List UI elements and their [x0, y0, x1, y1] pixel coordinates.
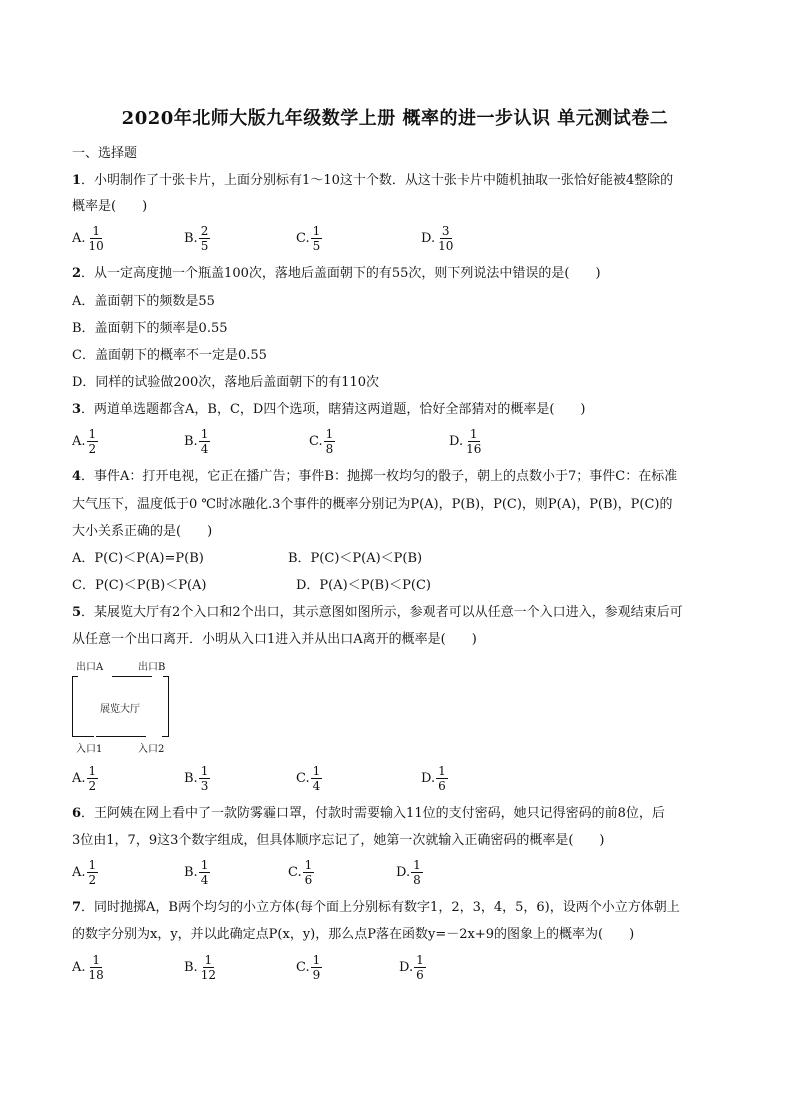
question-number: 3 [72, 402, 82, 417]
fraction: $\frac{1}{9}$ [312, 953, 321, 982]
option-b: B. $\frac{1}{4}$ [184, 427, 209, 456]
question-line: ．王阿姨在网上看中了一款防雾霾口罩，付款时需要输入11位的支付密码，她只记得密码的前8位，后 [81, 806, 665, 821]
option-b: B．P(C)＜P(A)＜P(B) [288, 551, 423, 566]
exhibition-hall-diagram [72, 658, 182, 754]
entrance-1-label: 入口1 [76, 744, 103, 755]
question-number: 1 [72, 173, 82, 188]
question-4-text-cont2: 大小关系正确的是( ) [72, 524, 213, 539]
option-c: C. $\frac{1}{4}$ [296, 764, 321, 793]
option-a: A. $\frac{1}{2}$ [72, 858, 97, 887]
fraction: $\frac{1}{4}$ [200, 858, 209, 887]
option-a: A. $\frac{1}{2}$ [72, 427, 97, 456]
wall [168, 676, 169, 736]
section-heading: 一、选择题 [72, 146, 138, 161]
exit-b-label: 出口B [138, 662, 166, 673]
question-line: ．小明制作了十张卡片，上面分别标有1～10这十个数．从这十张卡片中随机抽取一张恰好能被4整除的 [81, 173, 674, 188]
fraction: $\frac{2}{5}$ [200, 224, 209, 253]
option-c: C．P(C)＜P(B)＜P(A) [72, 578, 207, 593]
question-number: 2 [72, 266, 82, 281]
option-a: A. $\frac{1}{18}$ [72, 953, 104, 982]
fraction: $\frac{1}{3}$ [200, 764, 209, 793]
fraction: $\frac{1}{6}$ [416, 953, 424, 982]
question-3-text [72, 402, 586, 418]
option-d: D．P(A)＜P(B)＜P(C) [296, 578, 431, 593]
question-1-text [72, 173, 673, 189]
entrance-2-label: 入口2 [138, 744, 165, 755]
question-number: 6 [72, 806, 82, 821]
question-4-text [72, 469, 677, 485]
question-2-text [72, 266, 601, 282]
fraction: $\frac{1}{2}$ [88, 427, 97, 456]
wall [112, 676, 152, 677]
fraction: $\frac{1}{18}$ [88, 953, 104, 982]
question-7-text-cont: 的数字分别为x，y，并以此确定点P(x，y)，那么点P落在函数y=－2x+9的图象上的概率为( ) [72, 927, 635, 942]
question-line: ．从一定高度抛一个瓶盖100次，落地后盖面朝下的有55次，则下列说法中错误的是( ) [81, 266, 601, 281]
question-1-text-cont: 概率是( ) [72, 199, 148, 214]
fraction: $\frac{1}{4}$ [200, 427, 209, 456]
fraction: $\frac{1}{4}$ [312, 764, 321, 793]
option-a: A．P(C)＜P(A)=P(B) [72, 551, 204, 566]
fraction: $\frac{1}{8}$ [413, 858, 421, 887]
option-b: B. $\frac{1}{4}$ [184, 858, 209, 887]
option-a: A. $\frac{1}{10}$ [72, 224, 104, 253]
option-c: C. $\frac{1}{5}$ [296, 224, 321, 253]
question-5-text-cont: 从任意一个出口离开．小明从入口1进入并从出口A离开的概率是( ) [72, 632, 477, 647]
page-title: 2020年北师大版九年级数学上册 概率的进一步认识 单元测试卷二 [121, 108, 669, 129]
option-d: D. $\frac{3}{10}$ [421, 224, 454, 253]
option-c: C．盖面朝下的概率不一定是0.55 [72, 348, 267, 363]
fraction: $\frac{1}{2}$ [88, 858, 97, 887]
option-d: D. $\frac{1}{6}$ [421, 764, 446, 793]
question-number: 4 [72, 469, 82, 484]
option-a: A. $\frac{1}{2}$ [72, 764, 97, 793]
option-b: B. $\frac{1}{3}$ [184, 764, 209, 793]
option-a: A．盖面朝下的频数是55 [72, 294, 215, 309]
wall [162, 736, 169, 737]
option-d: D. $\frac{1}{8}$ [396, 858, 421, 887]
fraction: $\frac{1}{5}$ [312, 224, 321, 253]
option-b: B. $\frac{1}{12}$ [184, 953, 216, 982]
fraction: $\frac{1}{10}$ [88, 224, 104, 253]
question-line: ．某展览大厅有2个入口和2个出口，其示意图如图所示，参观者可以从任意一个入口进入，参观结束后可 [81, 605, 683, 620]
wall [96, 736, 146, 737]
fraction: $\frac{1}{6}$ [438, 764, 446, 793]
question-4-text-cont: 大气压下，温度低于0 ℃时冰融化.3个事件的概率分别记为P(A)，P(B)，P(C)，则P(A)，P(B)，P(C)的 [72, 497, 673, 512]
fraction: $\frac{1}{6}$ [304, 858, 313, 887]
wall [72, 676, 73, 736]
fraction: $\frac{3}{10}$ [438, 224, 454, 253]
question-number: 5 [72, 605, 82, 620]
question-5-text [72, 605, 683, 621]
question-line: ．两道单选题都含A，B，C，D四个选项，瞎猜这两道题，恰好全部猜对的概率是( ) [81, 402, 586, 417]
option-c: C. $\frac{1}{8}$ [309, 427, 334, 456]
option-d: D. $\frac{1}{6}$ [399, 953, 424, 982]
question-line: ．同时抛掷A，B两个均匀的小立方体(每个面上分别标有数字1，2，3，4，5，6)，设两个小立方体朝上 [81, 900, 680, 915]
option-b: B．盖面朝下的频率是0.55 [72, 321, 228, 336]
option-c: C. $\frac{1}{6}$ [288, 858, 313, 887]
question-line: ．事件A：打开电视，它正在播广告；事件B：抛掷一枚均匀的骰子，朝上的点数小于7；事件C：在标准 [81, 469, 678, 484]
fraction: $\frac{1}{12}$ [200, 953, 216, 982]
hall-label: 展览大厅 [100, 704, 140, 715]
option-c: C. $\frac{1}{9}$ [296, 953, 321, 982]
fraction: $\frac{1}{8}$ [325, 427, 334, 456]
fraction: $\frac{1}{16}$ [466, 427, 482, 456]
option-d: D．同样的试验做200次，落地后盖面朝下的有110次 [72, 375, 380, 390]
option-b: B. $\frac{2}{5}$ [184, 224, 209, 253]
exit-a-label: 出口A [76, 662, 104, 673]
fraction: $\frac{1}{2}$ [88, 764, 97, 793]
question-6-text [72, 806, 665, 822]
question-6-text-cont: 3位由1，7，9这3个数字组成，但具体顺序忘记了，她第一次就输入正确密码的概率是( ) [72, 833, 605, 848]
wall [72, 736, 94, 737]
option-d: D. $\frac{1}{16}$ [449, 427, 482, 456]
question-7-text [72, 900, 680, 916]
question-number: 7 [72, 900, 82, 915]
